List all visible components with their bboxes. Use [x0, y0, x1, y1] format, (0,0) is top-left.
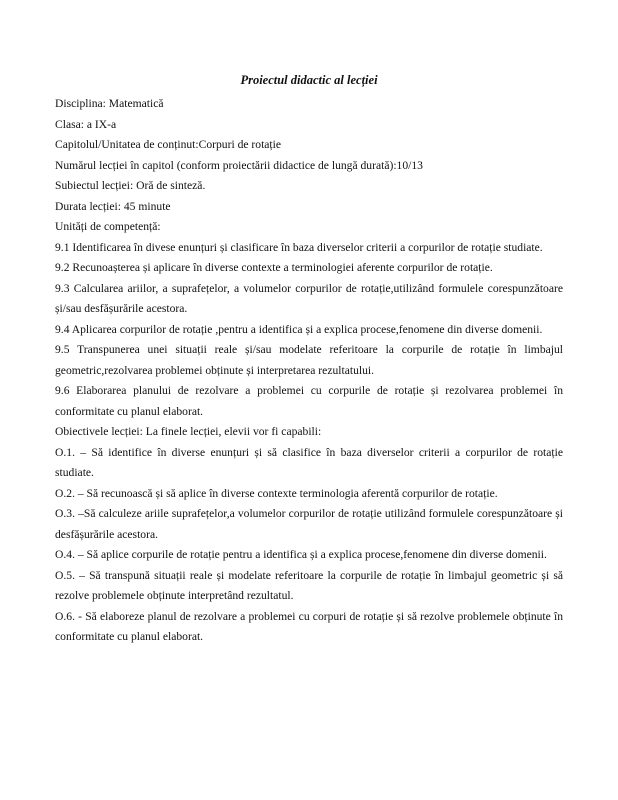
- competence-item: 9.4 Aplicarea corpurilor de rotație ,pentru a identifica și a explica procese,fenomene din diverse domenii.: [55, 322, 543, 336]
- objective-item: O.5. – Să transpună situații reale și modelate referitoare la corpurile de rotație în limbajul geometric și să rezolve problemele obținute interpretând rezultatul.: [55, 568, 563, 602]
- document-body: [55, 94, 563, 648]
- objective-item: O.1. – Să identifice în diverse enunțuri și să clasifice în baza diverselor criterii a corpurilor de rotație studiate.: [55, 445, 563, 479]
- discipline-line: Disciplina: Matematică: [55, 97, 164, 110]
- objective-item: O.4. – Să aplice corpurile de rotație pentru a identifica și a explica procese,fenomene din diverse domenii.: [55, 548, 547, 561]
- competence-item: 9.5 Transpunerea unei situații reale și/sau modelate referitoare la corpurile de rotație în limbajul geometric,rezolvarea problemei obținute și interpretarea rezultatului.: [55, 343, 563, 377]
- objectives-intro: Obiectivele lecției: La finele lecției, elevii vor fi capabili:: [55, 425, 322, 438]
- competence-item: 9.3 Calcularea ariilor, a suprafețelor, a volumelor corpurilor de rotație,utilizând formulele corespunzătoare și/sau desfășurările acestora.: [55, 281, 563, 315]
- objective-item: O.3. –Să calculeze ariile suprafețelor,a volumelor corpurilor de rotație utilizând formulele corespunzătoare și desfășurările acestora.: [55, 507, 563, 541]
- lesson-duration-line: Durata lecției: 45 minute: [55, 199, 171, 213]
- competence-item: 9.2 Recunoașterea și aplicare în diverse contexte a terminologiei aferente corpurilor de rotație.: [55, 261, 493, 274]
- competences-heading: Unități de competență:: [55, 220, 161, 233]
- chapter-line: Capitolul/Unitatea de conținut:Corpuri de rotație: [55, 138, 282, 151]
- objective-item: O.6. - Să elaboreze planul de rezolvare a problemei cu corpuri de rotație și să rezolve problemele obținute în conformitate cu planul elaborat.: [55, 609, 563, 643]
- competence-item: 9.6 Elaborarea planului de rezolvare a problemei cu corpurile de rotație și rezolvarea problemei în conformitate cu planul elaborat.: [55, 384, 563, 418]
- class-line: Clasa: a IX-a: [55, 117, 117, 131]
- document-title: Proiectul didactic al lecției: [240, 73, 378, 87]
- lesson-number-line: Numărul lecției în capitol (conform proiectării didactice de lungă durată):10/13: [55, 158, 423, 172]
- lesson-subject-line: Subiectul lecției: Oră de sinteză.: [55, 179, 206, 192]
- objective-item: O.2. – Să recunoască și să aplice în diverse contexte terminologia aferentă corpurilor de rotație.: [55, 486, 498, 500]
- competence-item: 9.1 Identificarea în divese enunțuri și clasificare în baza diverselor criterii a corpurilor de rotație studiate.: [55, 240, 543, 254]
